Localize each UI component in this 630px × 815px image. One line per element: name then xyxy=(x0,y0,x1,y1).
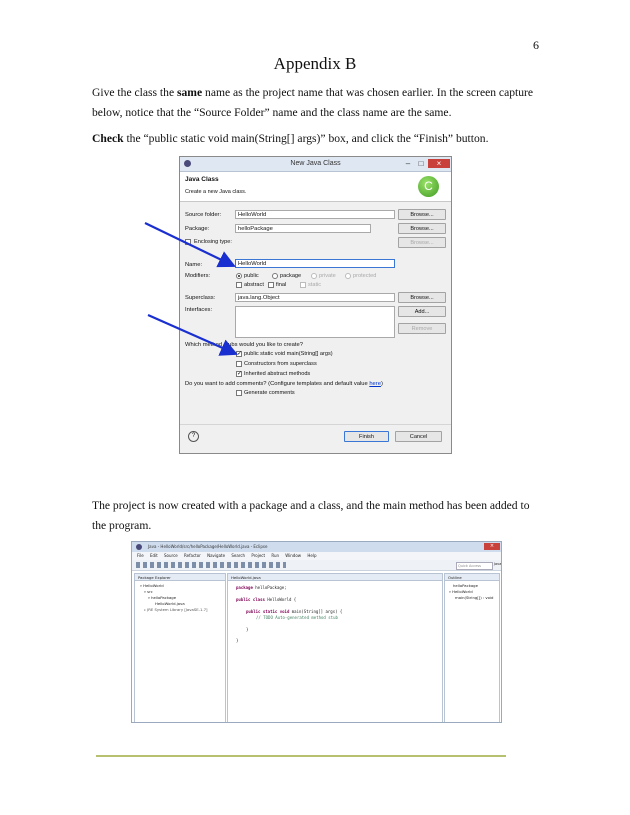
remove-interface-button: Remove xyxy=(398,323,446,334)
menu-help[interactable]: Help xyxy=(307,553,317,558)
superclass-label: Superclass: xyxy=(185,295,216,301)
jre-library-node[interactable]: ▹ JRE System Library [JavaSE-1.7] xyxy=(144,607,208,612)
constructors-label: Constructors from superclass xyxy=(244,361,317,367)
eclipse-toolbar xyxy=(132,560,501,571)
project-node[interactable]: ▿ HelloWorld xyxy=(140,583,164,588)
java-file-node[interactable]: HelloWorld.java xyxy=(155,601,185,606)
outline-tab[interactable]: Outline xyxy=(445,574,499,581)
outline-package[interactable]: helloPackage xyxy=(453,583,478,588)
private-radio xyxy=(311,273,317,279)
generate-comments-label: Generate comments xyxy=(244,390,295,396)
menu-run[interactable]: Run xyxy=(271,553,280,558)
arrow-to-main-checkbox xyxy=(148,315,234,353)
class-name-input[interactable]: HelloWorld xyxy=(235,259,395,268)
paragraph-project-created: The project is now created with a package and a class, and the main method has been added to the program. xyxy=(92,499,530,532)
menu-refactor[interactable]: Refactor xyxy=(184,553,201,558)
toolbar-icons[interactable] xyxy=(136,562,286,568)
source-folder-label: Source folder: xyxy=(185,212,222,218)
java-perspective-button[interactable]: Java xyxy=(494,562,502,566)
name-label: Name: xyxy=(185,262,203,268)
page-number: 6 xyxy=(533,38,539,52)
kw-public-class: public class xyxy=(236,597,265,602)
eclipse-logo-icon xyxy=(136,544,142,550)
code-line-close-class: } xyxy=(236,638,239,643)
menu-file[interactable]: File xyxy=(137,553,144,558)
paragraph-class-name xyxy=(92,83,540,123)
maximize-button[interactable]: □ xyxy=(418,159,424,168)
p1-bold: same xyxy=(177,86,203,99)
package-label: Package: xyxy=(185,226,210,232)
package-explorer-pane xyxy=(134,573,226,723)
source-folder-input[interactable]: HelloWorld xyxy=(235,210,395,219)
add-interface-button[interactable]: Add... xyxy=(398,306,446,317)
new-class-wizard-icon: C xyxy=(418,176,439,197)
package-modifier-label: package xyxy=(280,273,302,279)
interfaces-label: Interfaces: xyxy=(185,307,213,313)
minimize-button[interactable]: – xyxy=(405,159,411,168)
kw-public-static-void: public static void xyxy=(246,609,290,614)
dialog-title-bar xyxy=(180,157,451,172)
header-title: Java Class xyxy=(185,176,219,183)
interfaces-list[interactable] xyxy=(235,306,395,338)
comments-question-close: ) xyxy=(380,381,383,387)
comments-question xyxy=(185,381,383,387)
modifiers-label: Modifiers: xyxy=(185,273,211,279)
arrow-to-name-field xyxy=(145,223,232,265)
class-decl: HelloWorld { xyxy=(264,597,297,602)
menu-search[interactable]: Search xyxy=(231,553,246,558)
public-label: public xyxy=(244,273,259,279)
paragraph-check-main xyxy=(92,129,540,149)
eclipse-menu-bar xyxy=(132,552,501,560)
p2-bold: Check xyxy=(92,132,124,145)
main-method-checkbox[interactable]: ✓ xyxy=(237,351,243,357)
help-icon[interactable]: ? xyxy=(188,431,199,442)
menu-window[interactable]: Window xyxy=(285,553,302,558)
protected-label: protected xyxy=(353,273,377,279)
code-line-class xyxy=(236,597,296,603)
page-title: Appendix B xyxy=(273,54,357,73)
browse-package-button[interactable]: Browse... xyxy=(398,223,446,234)
browse-source-button[interactable]: Browse... xyxy=(398,209,446,220)
browse-superclass-button[interactable]: Browse... xyxy=(398,292,446,303)
src-node[interactable]: ▿ src xyxy=(144,589,153,594)
package-input[interactable]: helloPackage xyxy=(235,224,371,233)
menu-project[interactable]: Project xyxy=(251,553,266,558)
main-method-label: public static void main(String[] args) xyxy=(244,351,333,357)
p1-text-a: Give the class the xyxy=(92,86,177,99)
eclipse-close-button[interactable]: × xyxy=(484,543,500,550)
cancel-button[interactable]: Cancel xyxy=(395,431,442,442)
outline-main-method[interactable]: main(String[]) : void xyxy=(455,595,494,600)
static-checkbox xyxy=(300,282,306,288)
code-line-package xyxy=(236,585,287,591)
editor-pane xyxy=(227,573,443,723)
annotation-arrows xyxy=(140,215,250,365)
footer-divider xyxy=(180,424,451,425)
close-button[interactable]: × xyxy=(428,159,450,168)
package-radio[interactable] xyxy=(272,273,278,279)
inherited-methods-label: Inherited abstract methods xyxy=(244,371,311,377)
stubs-question: Which method stubs would you like to create? xyxy=(185,342,303,348)
comments-question-text: Do you want to add comments? (Configure templates and default value xyxy=(185,381,370,387)
menu-navigate[interactable]: Navigate xyxy=(207,553,226,558)
menu-source[interactable]: Source xyxy=(164,553,178,558)
package-name: helloPackage; xyxy=(252,585,287,590)
enclosing-type-label: Enclosing type: xyxy=(194,239,232,245)
dialog-header xyxy=(180,172,451,202)
inherited-methods-checkbox[interactable]: ✓ xyxy=(237,371,243,377)
final-label: final xyxy=(276,282,287,288)
main-decl: main(String[] args) { xyxy=(289,609,343,614)
private-label: private xyxy=(319,273,336,279)
superclass-input[interactable]: java.lang.Object xyxy=(235,293,395,302)
code-line-todo: // TODO Auto-generated method stub xyxy=(256,615,338,620)
dialog-title: New Java Class xyxy=(290,160,341,167)
outline-pane xyxy=(444,573,500,723)
finish-button[interactable]: Finish xyxy=(344,431,389,442)
eclipse-title: Java - HelloWorld/src/helloPackage/HelloWorld.java - Eclipse xyxy=(148,544,268,549)
p1-text-b: name as the project name that was chosen earlier. In the screen capture below, notice that the “Source Folder” name and the class name are the same. xyxy=(92,86,534,119)
generate-comments-checkbox[interactable] xyxy=(236,390,242,396)
package-node[interactable]: ▿ helloPackage xyxy=(148,595,177,600)
final-checkbox[interactable] xyxy=(268,282,274,288)
header-subtitle: Create a new Java class. xyxy=(185,189,247,195)
templates-link[interactable]: here xyxy=(369,381,381,387)
static-label: static xyxy=(308,282,322,288)
protected-radio xyxy=(345,273,351,279)
footer-rule xyxy=(96,755,506,757)
code-line-close-method: } xyxy=(246,627,249,632)
eclipse-title-bar xyxy=(132,542,501,552)
kw-package: package xyxy=(236,585,253,590)
browse-enclosing-button: Browse... xyxy=(398,237,446,248)
abstract-label: abstract xyxy=(244,282,264,288)
outline-class[interactable]: ▿ HelloWorld xyxy=(449,589,473,594)
package-explorer-tab[interactable]: Package Explorer xyxy=(135,574,225,581)
eclipse-window xyxy=(131,541,502,723)
p2-text: the “public static void main(String[] args)” box, and click the “Finish” button. xyxy=(123,132,489,145)
quick-access-input[interactable]: Quick Access xyxy=(456,562,493,570)
editor-tab[interactable]: HelloWorld.java xyxy=(228,574,442,581)
menu-edit[interactable]: Edit xyxy=(149,553,158,558)
